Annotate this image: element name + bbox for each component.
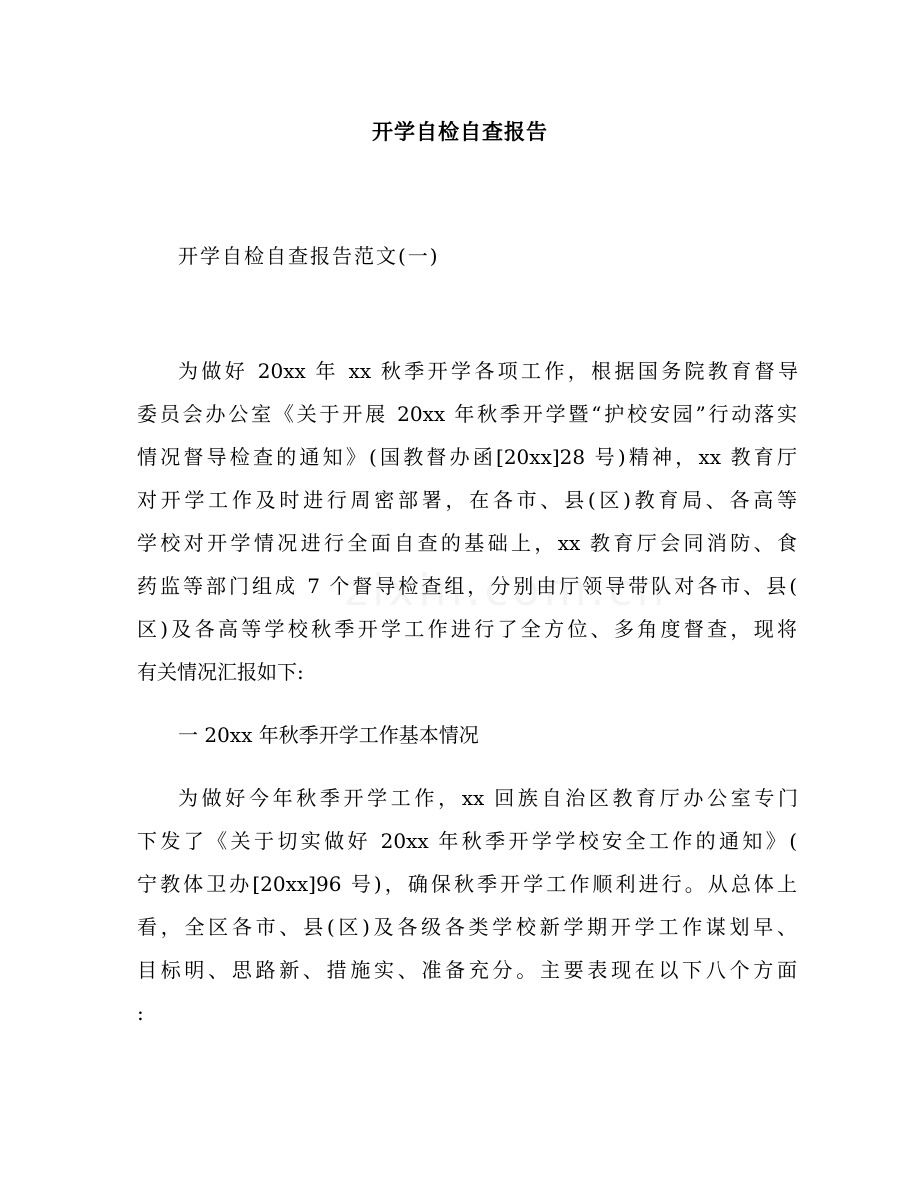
document-subtitle: 开学自检自查报告范文(一)	[178, 244, 440, 268]
paragraph-line: 目标明、思路新、措施实、准备充分。主要表现在以下八个方面	[137, 958, 797, 982]
paragraph-line: 为做好今年秋季开学工作，xx 回族自治区教育厅办公室专门	[178, 786, 798, 810]
section-heading: 一 20xx 年秋季开学工作基本情况	[178, 723, 479, 747]
paragraph-line: 有关情况汇报如下:	[137, 660, 304, 684]
paragraph-line: 对开学工作及时进行周密部署，在各市、县(区)教育局、各高等	[137, 488, 797, 512]
paragraph-line: 情况督导检查的通知》(国教督办函[20xx]28 号)精神，xx 教育厅	[137, 445, 797, 469]
paragraph-line: 委员会办公室《关于开展 20xx 年秋季开学暨“护校安园”行动落实	[137, 402, 797, 426]
paragraph-line: 药监等部门组成 7 个督导检查组，分别由厅领导带队对各市、县(	[137, 574, 797, 598]
paragraph-line: 下发了《关于切实做好 20xx 年秋季开学学校安全工作的通知》(	[137, 829, 797, 853]
paragraph-line: 区)及各高等学校秋季开学工作进行了全方位、多角度督查，现将	[137, 617, 797, 641]
document-title: 开学自检自查报告	[372, 120, 548, 144]
paragraph-line: 为做好 20xx 年 xx 秋季开学各项工作，根据国务院教育督导	[178, 359, 798, 383]
paragraph-line: 宁教体卫办[20xx]96 号)，确保秋季开学工作顺利进行。从总体上	[137, 872, 797, 896]
paragraph-line: 看，全区各市、县(区)及各级各类学校新学期开学工作谋划早、	[137, 915, 797, 939]
paragraph-line: :	[137, 1001, 144, 1025]
paragraph-line: 学校对开学情况进行全面自查的基础上，xx 教育厅会同消防、食	[137, 531, 797, 555]
